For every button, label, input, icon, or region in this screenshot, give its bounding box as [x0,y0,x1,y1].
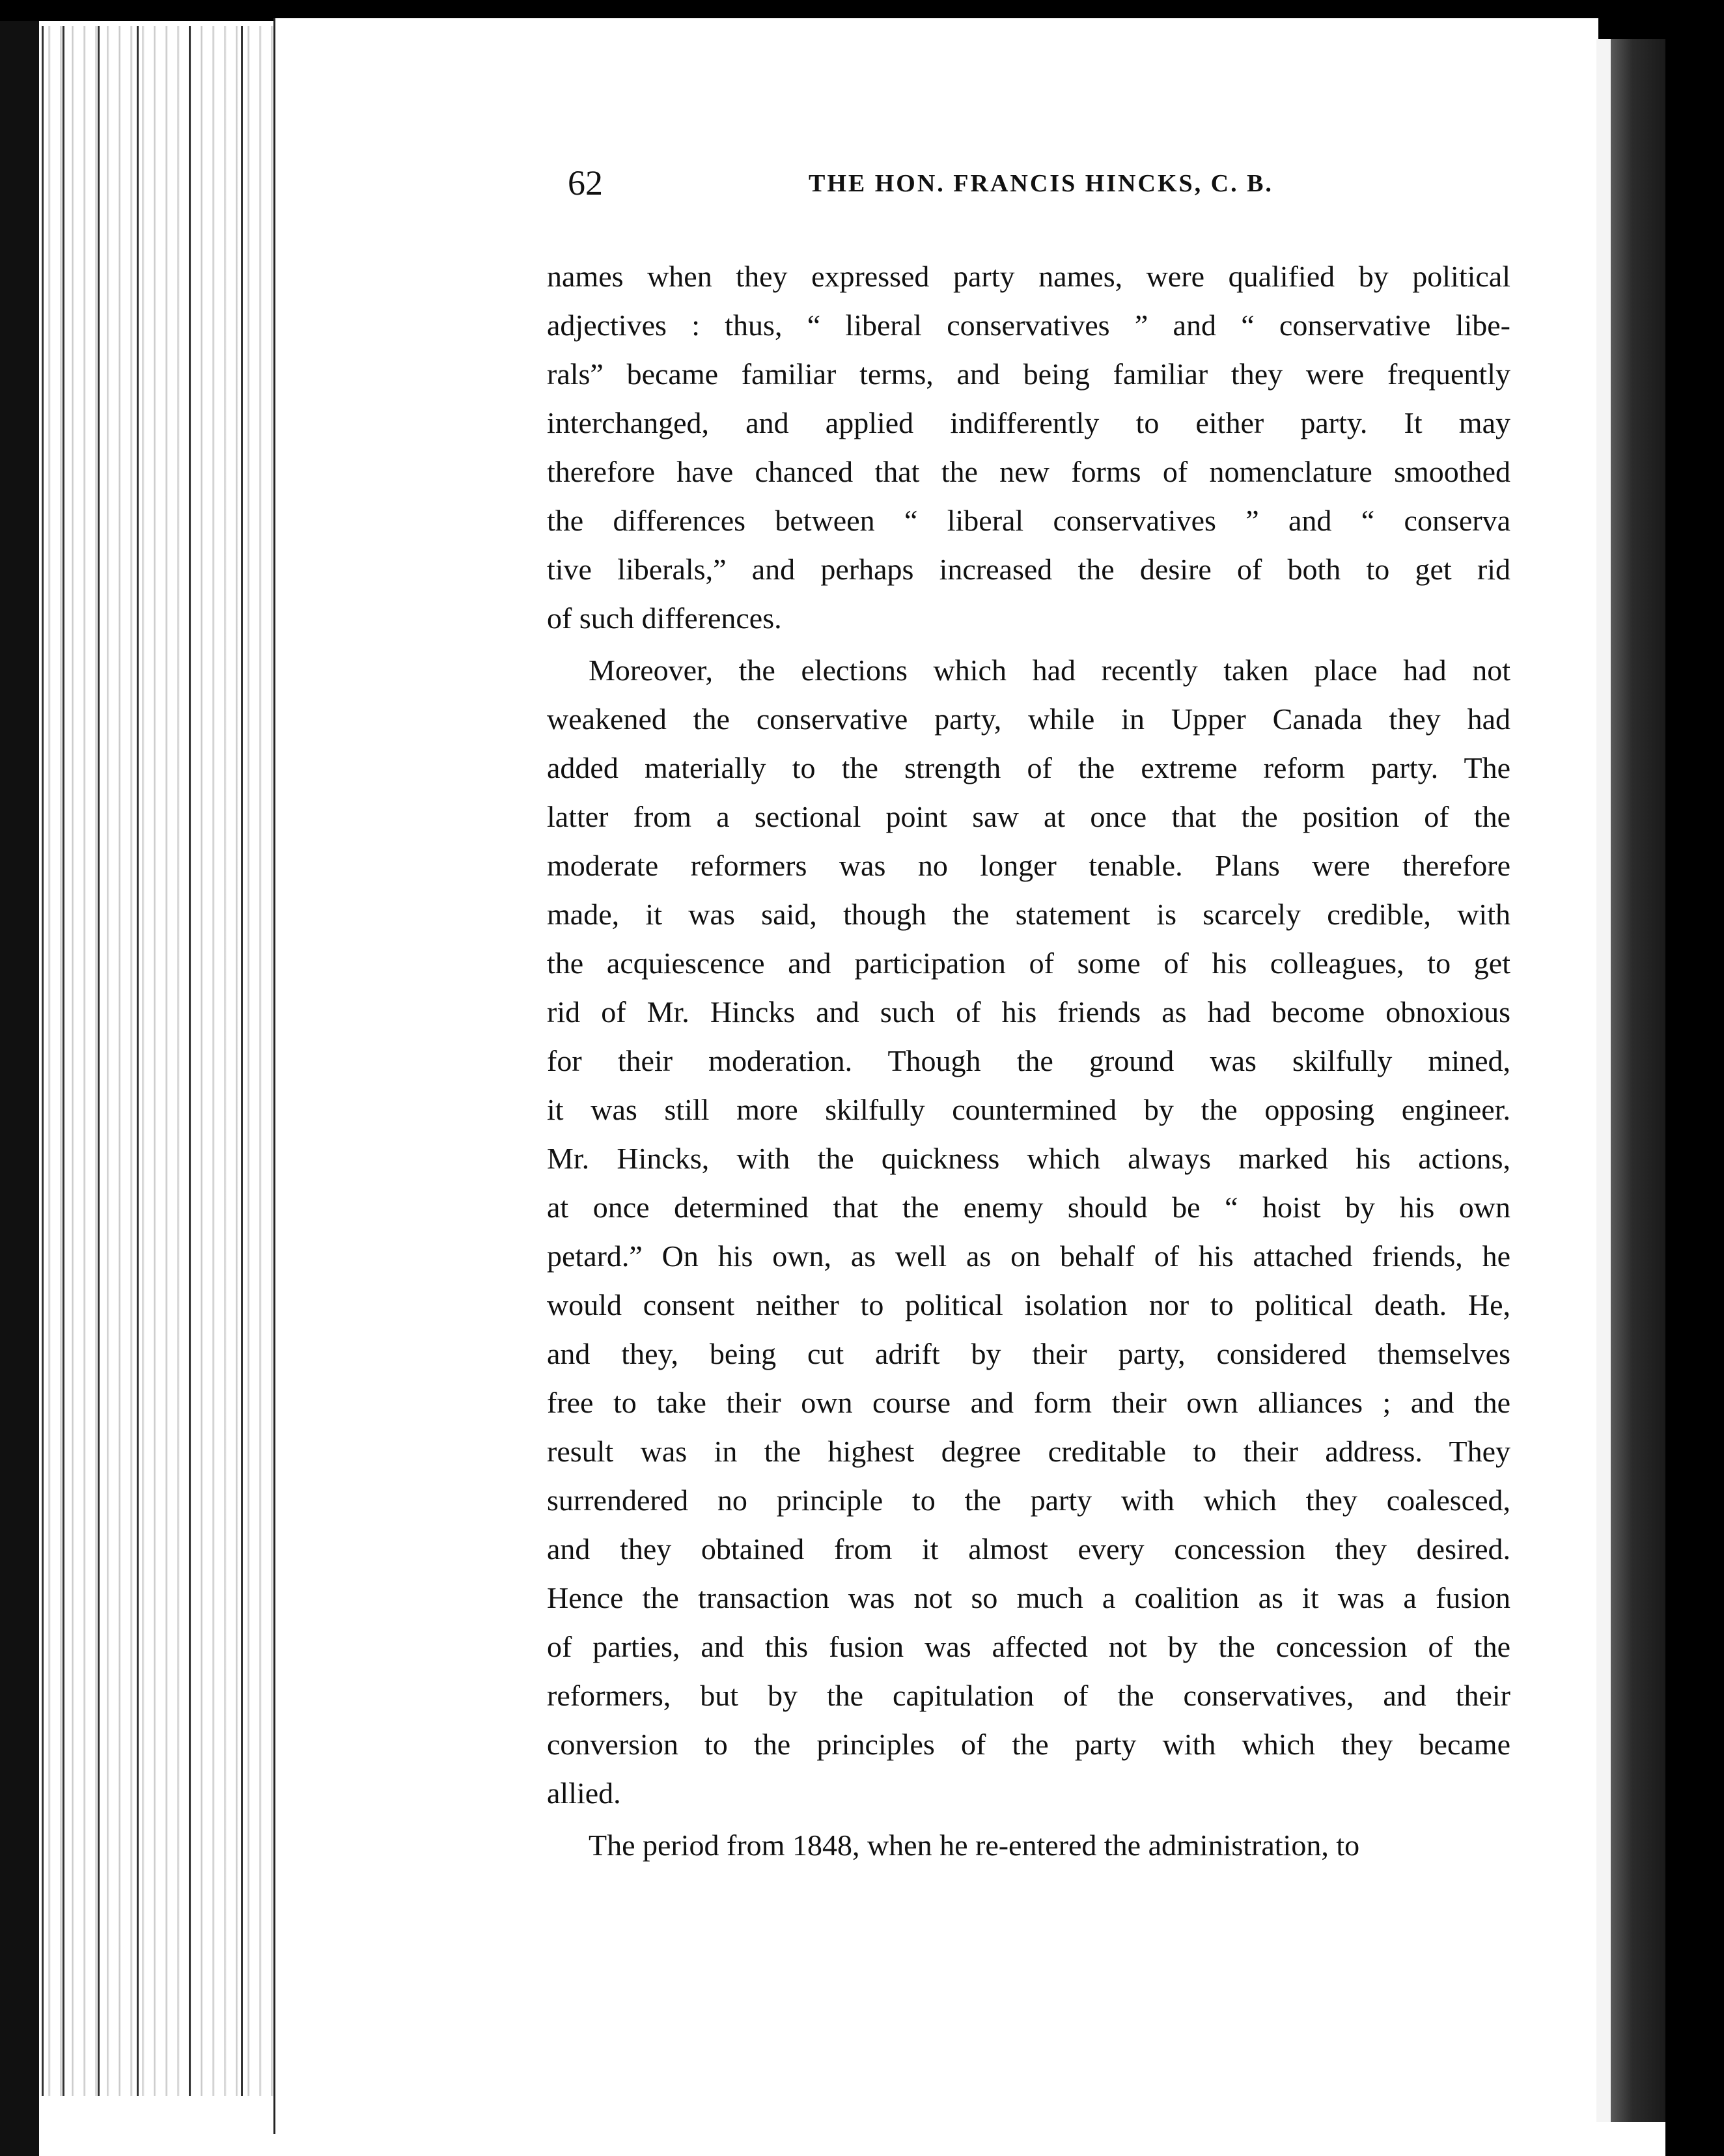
text-line: added materially to the strength of the extreme reform party. The [547,751,1510,784]
text-line: tive liberals,” and perhaps increased the desire of both to get rid [547,553,1510,586]
page-edge-line [98,26,100,2096]
text-line: conversion to the principles of the party with which they became [547,1728,1510,1761]
text-line: Mr. Hincks, with the quickness which always marked his actions, [547,1142,1510,1175]
text-line: Moreover, the elections which had recently taken place had not [589,654,1510,687]
running-head: THE HON. FRANCIS HINCKS, C. B. [809,170,1273,197]
text-line: the differences between “ liberal conservatives ” and “ conserva [547,504,1510,537]
text-line: adjectives : thus, “ liberal conservatives ” and “ conservative libe- [547,309,1510,342]
text-line: rid of Mr. Hincks and such of his friends as had become obnoxious [547,995,1510,1029]
text-line: surrendered no principle to the party with which they coalesced, [547,1484,1510,1517]
text-line: reformers, but by the capitulation of the conservatives, and their [547,1679,1510,1712]
text-line: therefore have chanced that the new forms of nomenclature smoothed [547,455,1510,488]
text-line: moderate reformers was no longer tenable. Plans were therefore [547,849,1510,882]
page-number: 62 [568,163,603,202]
text-line: latter from a sectional point saw at once that the position of the [547,800,1510,833]
text-line: names when they expressed party names, were qualified by political [547,260,1510,293]
page-header [568,163,1290,215]
text-line: interchanged, and applied indifferently to either party. It may [547,406,1510,439]
text-line: petard.” On his own, as well as on behalf of his attached friends, he [547,1239,1510,1273]
text-line: rals” became familiar terms, and being familiar they were frequently [547,357,1510,391]
scanner-left-margin [0,0,39,2156]
book-spine-shadow [1611,39,1665,2122]
text-line: free to take their own course and form their own alliances ; and the [547,1386,1510,1419]
text-line: the acquiescence and participation of some of his colleagues, to get [547,947,1510,980]
page-edge-line [42,26,44,2096]
page-edge-line [63,26,64,2096]
facing-page-edge [1596,39,1611,2122]
text-line: of such differences. [547,601,782,635]
text-line: and they, being cut adrift by their party, considered themselves [547,1337,1510,1370]
page-edge-line [137,26,139,2096]
page-edge-line [189,26,191,2096]
page-edge-line [241,26,243,2096]
text-line: The period from 1848, when he re-entered the administration, to [589,1829,1360,1862]
text-line: result was in the highest degree creditable to their address. They [547,1435,1510,1468]
page-stack-edge [39,26,273,2096]
text-line: allied. [547,1776,621,1810]
text-line: it was still more skilfully countermined by the opposing engineer. [547,1093,1510,1126]
page-edges-texture [39,26,273,2096]
text-line: at once determined that the enemy should be “ hoist by his own [547,1191,1510,1224]
text-line: and they obtained from it almost every concession they desired. [547,1532,1510,1566]
text-line: Hence the transaction was not so much a coalition as it was a fusion [547,1581,1510,1614]
text-line: would consent neither to political isolation nor to political death. He, [547,1288,1510,1321]
text-line: weakened the conservative party, while in Upper Canada they had [547,702,1510,736]
scanner-right-border [1665,0,1724,2156]
text-line: made, it was said, though the statement is scarcely credible, with [547,898,1510,931]
text-line: for their moderation. Though the ground was skilfully mined, [547,1044,1510,1077]
text-line: of parties, and this fusion was affected not by the concession of the [547,1630,1510,1663]
